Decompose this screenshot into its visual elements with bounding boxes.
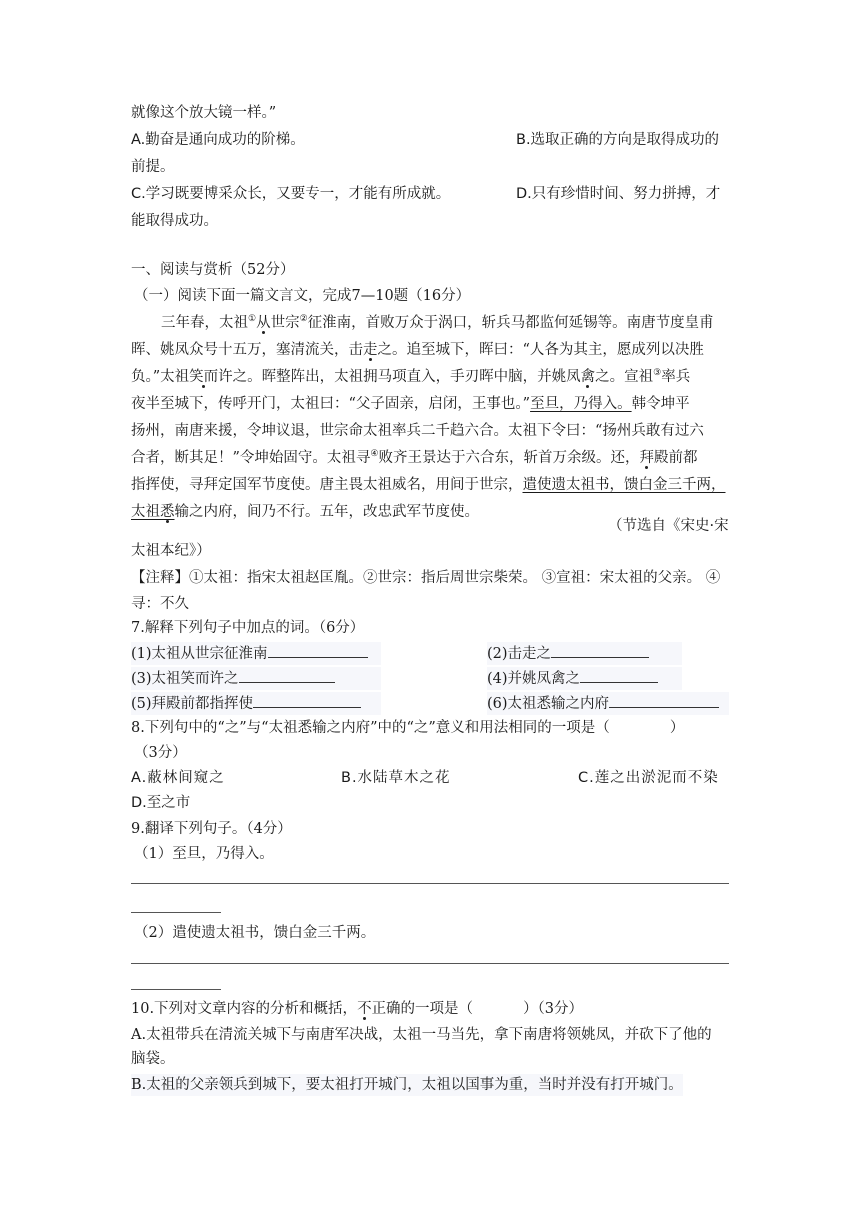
question-8-score: （3分） [134, 745, 187, 761]
q7-item-6: (6)太祖悉输之内府 [487, 692, 729, 715]
passage-line-6: 合者，断其足！”令坤始固守。太祖寻④败齐王景达于六合东，斩首万余级。还，拜殿前都 [131, 449, 698, 466]
option-b-continued: 前提。 [131, 159, 175, 175]
q7-item-4: (4)并姚凤禽之 [487, 667, 682, 690]
question-9-stem: 9.翻译下列句子。（4分） [131, 821, 292, 837]
section-subheading: （一）阅读下面一篇文言文，完成7—10题（16分） [134, 288, 471, 304]
q9-sentence-2: （2）遣使遗太祖书，馈白金三千两。 [134, 925, 376, 941]
q8-option-d: D.至之市 [131, 795, 191, 811]
q10-option-b: B.太祖的父亲领兵到城下，要太祖打开城门，太祖以国事为重，当时并没有打开城门。 [131, 1074, 683, 1096]
dotted-word: 禽 [580, 369, 596, 385]
q10-option-a: A.太祖带兵在清流关城下与南唐军决战，太祖一马当先，拿下南唐将领姚凤，并砍下了他的 [131, 1027, 712, 1043]
source-citation: （节选自《宋史·宋 [608, 518, 729, 534]
q8-option-a: A.蔽林间窥之 [131, 770, 225, 786]
answer-blank[interactable] [268, 642, 368, 658]
dotted-word: 笑而 [189, 369, 219, 385]
passage-line-2: 晖、姚凤众号十五万，塞清流关，击走之。追至城下，晖曰：“人各为其主，愿成列以决胜 [131, 342, 704, 358]
question-7-stem: 7.解释下列句子中加点的词。（6分） [131, 620, 365, 636]
emphasis-not: 不 [357, 1001, 372, 1017]
dotted-word: 走 [363, 342, 378, 358]
annotations: 【注释】①太祖：指宋太祖赵匡胤。②世宗：指后周世宗柴荣。 ③宣祖：宋太祖的父亲。 ④ [131, 570, 721, 586]
source-citation-continued: 太祖本纪》） [131, 543, 211, 559]
answer-line[interactable] [131, 989, 221, 990]
passage-line-7: 指挥使，寻拜定国军节度使。唐主畏太祖威名，用间于世宗，遣使遗太祖书，馈白金三千两， [131, 477, 726, 493]
passage-line-5: 扬州，南唐来援，令坤议退，世宗命太祖率兵二千趋六合。太祖下令曰：“扬州兵敢有过六 [131, 423, 704, 439]
answer-line[interactable] [131, 963, 729, 964]
q10-option-a-continued: 脑袋。 [131, 1051, 175, 1067]
underlined-sentence-1: 至旦，乃得入。 [530, 396, 632, 412]
underlined-sentence-2: 遣使遗太祖书，馈白金三千两， [522, 477, 726, 493]
q9-sentence-1: （1）至旦，乃得入。 [134, 846, 274, 862]
answer-line[interactable] [131, 912, 221, 913]
q8-option-c: C.莲之出淤泥而不染 [578, 770, 719, 786]
answer-blank[interactable] [551, 642, 649, 658]
answer-line[interactable] [131, 883, 729, 884]
option-b: B.选取正确的方向是取得成功的 [516, 132, 720, 148]
answer-blank[interactable] [253, 692, 361, 708]
dotted-word: 从 [256, 315, 271, 331]
annotations-continued: 寻：不久 [131, 596, 189, 612]
prev-question-tail: 就像这个放大镜一样。” [131, 105, 277, 121]
passage-line-3: 负。”太祖笑而许之。晖整阵出，太祖拥马项直入，手刃晖中脑，并姚凤禽之。宣祖③率兵 [131, 368, 691, 385]
option-c: C.学习既要博采众长，又要专一，才能有所成就。 [131, 186, 451, 202]
q8-option-b: B.水陆草木之花 [341, 770, 451, 786]
answer-blank[interactable] [609, 692, 719, 708]
answer-blank[interactable] [239, 667, 335, 683]
dotted-word: 悉 [160, 504, 175, 520]
q7-item-5: (5)拜殿前都指挥使 [131, 692, 381, 715]
question-8-stem: 8.下列句中的“之”与“太祖悉输之内府”中的“之”意义和用法相同的一项是（ ） [131, 720, 685, 736]
passage-line-4: 夜半至城下，传呼开门，太祖曰：“父子固亲，启闭，王事也。”至旦，乃得入。韩令坤平 [131, 396, 690, 412]
option-d-continued: 能取得成功。 [131, 213, 218, 229]
passage-line-1: 三年春，太祖①从世宗②征淮南，首败万众于涡口，斩兵马都监何延锡等。南唐节度皇甫 [161, 314, 714, 331]
q7-item-1: (1)太祖从世宗征淮南 [131, 642, 381, 665]
option-d: D.只有珍惜时间、努力拼搏，才 [516, 186, 721, 202]
passage-line-8: 太祖悉输之内府，间乃不行。五年，改忠武军节度使。 [131, 504, 479, 520]
option-a: A.勤奋是通向成功的阶梯。 [131, 132, 305, 148]
q7-item-3: (3)太祖笑而许之 [131, 667, 381, 690]
question-10-stem: 10.下列对文章内容的分析和概括，不正确的一项是（ ）（3分） [131, 1001, 584, 1017]
answer-blank[interactable] [580, 667, 658, 683]
dotted-word: 拜 [639, 450, 654, 466]
section-heading: 一、阅读与赏析（52分） [131, 262, 295, 278]
q7-item-2: (2)击走之 [487, 642, 682, 665]
